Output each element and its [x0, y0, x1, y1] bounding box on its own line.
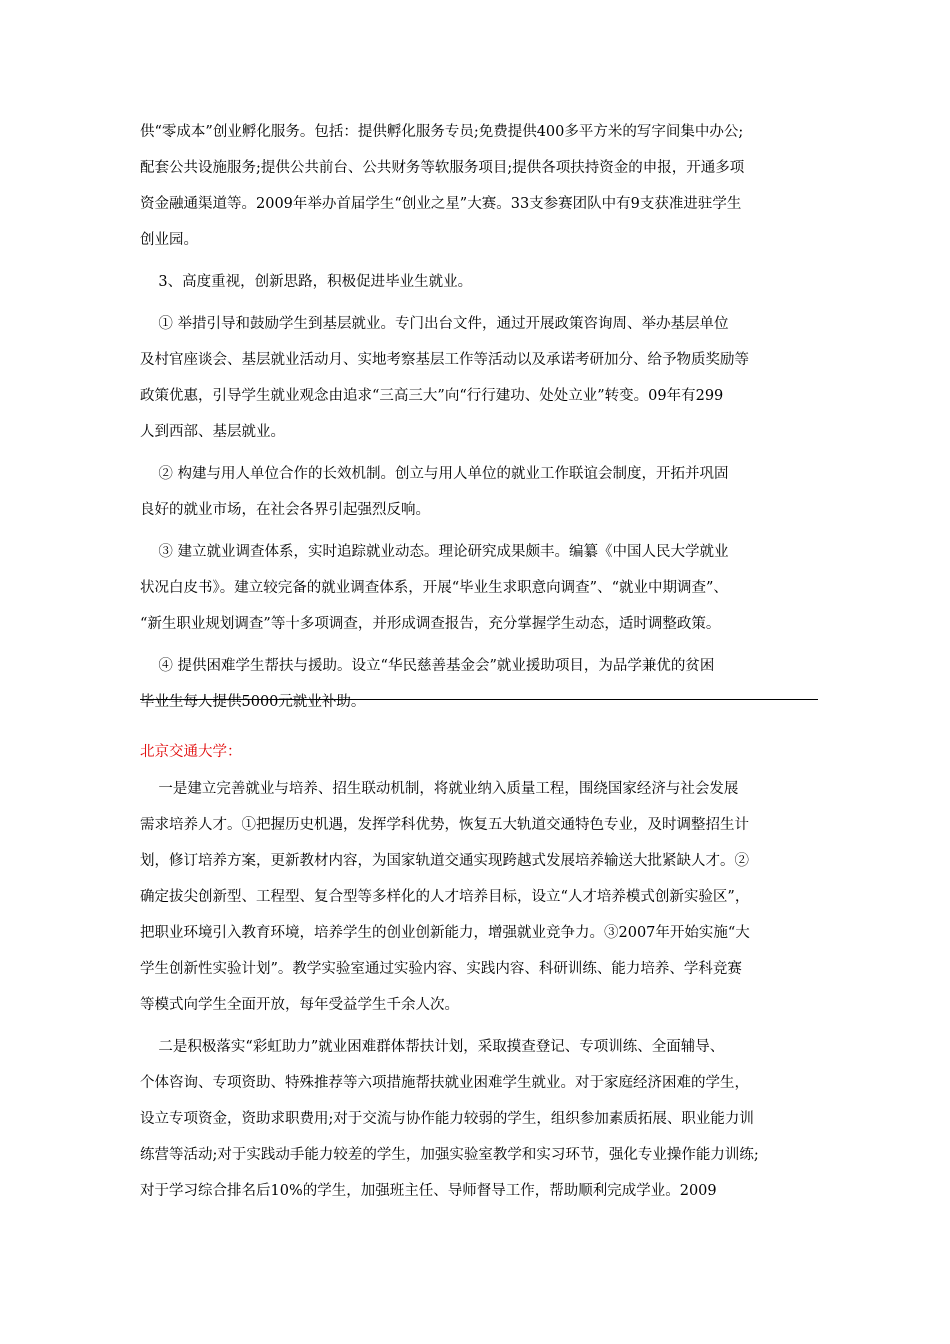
paragraph-line: 毕业生每人提供5000元就业补助。	[140, 694, 366, 710]
paragraph-line: “新生职业规划调查”等十多项调查，并形成调查报告，充分掌握学生动态，适时调整政策。	[140, 616, 721, 632]
paragraph-line: 等模式向学生全面开放，每年受益学生千余人次。	[140, 997, 459, 1013]
paragraph-line: 良好的就业市场，在社会各界引起强烈反响。	[140, 502, 430, 518]
paragraph-line: 学生创新性实验计划”。教学实验室通过实验内容、实践内容、科研训练、能力培养、学科竞赛	[140, 961, 742, 977]
paragraph-line: 3、高度重视，创新思路，积极促进毕业生就业。	[140, 274, 473, 290]
paragraph-line: 个体咨询、专项资助、特殊推荐等六项措施帮扶就业困难学生就业。对于家庭经济困难的学生，	[140, 1075, 749, 1091]
paragraph-line: 练营等活动;对于实践动手能力较差的学生，加强实验室教学和实习环节，强化专业操作能力训练;	[140, 1147, 759, 1163]
paragraph-line: 资金融通渠道等。2009年举办首届学生“创业之星”大赛。33支参赛团队中有9支获准进驻学生	[140, 196, 742, 212]
paragraph-line: 及村官座谈会、基层就业活动月、实地考察基层工作等活动以及承诺考研加分、给予物质奖励等	[140, 352, 749, 368]
paragraph-line: 状况白皮书》。建立较完备的就业调查体系，开展“毕业生求职意向调查”、“就业中期调查”、	[140, 580, 728, 596]
section-1-body	[140, 114, 818, 720]
paragraph-line: 二是积极落实“彩虹助力”就业困难群体帮扶计划，采取摸查登记、专项训练、全面辅导、	[140, 1039, 725, 1055]
paragraph-line: ① 举措引导和鼓励学生到基层就业。专门出台文件，通过开展政策咨询周、举办基层单位	[140, 316, 729, 332]
section-2-body	[140, 734, 818, 1209]
paragraph-line: 配套公共设施服务;提供公共前台、公共财务等软服务项目;提供各项扶持资金的申报，开通多项	[140, 160, 745, 176]
paragraph-line: ② 构建与用人单位合作的长效机制。创立与用人单位的就业工作联谊会制度，开拓并巩固	[140, 466, 729, 482]
paragraph-line: 把职业环境引入教育环境，培养学生的创业创新能力，增强就业竞争力。③2007年开始实施“大	[140, 925, 750, 941]
paragraph-line: 人到西部、基层就业。	[140, 424, 285, 440]
paragraph-line: 供“零成本”创业孵化服务。包括：提供孵化服务专员;免费提供400多平方米的写字间集中办公;	[140, 124, 744, 140]
paragraph-line: 设立专项资金，资助求职费用;对于交流与协作能力较弱的学生，组织参加素质拓展、职业能力训	[140, 1111, 754, 1127]
paragraph-line: 一是建立完善就业与培养、招生联动机制，将就业纳入质量工程，围绕国家经济与社会发展	[140, 781, 739, 797]
paragraph-line: 政策优惠，引导学生就业观念由追求“三高三大”向“行行建功、处处立业”转变。09年有299	[140, 388, 724, 404]
paragraph-line: ④ 提供困难学生帮扶与援助。设立“华民慈善基金会”就业援助项目，为品学兼优的贫困	[140, 658, 715, 674]
paragraph-line: ③ 建立就业调查体系，实时追踪就业动态。理论研究成果颇丰。编纂《中国人民大学就业	[140, 544, 729, 560]
paragraph-line: 确定拔尖创新型、工程型、复合型等多样化的人才培养目标，设立“人才培养模式创新实验区”，	[140, 889, 750, 905]
section-divider	[140, 699, 818, 700]
paragraph-line: 划，修订培养方案，更新教材内容，为国家轨道交通实现跨越式发展培养输送大批紧缺人才。②	[140, 853, 749, 869]
paragraph-line: 需求培养人才。①把握历史机遇，发挥学科优势，恢复五大轨道交通特色专业，及时调整招生计	[140, 817, 749, 833]
paragraph-line: 对于学习综合排名后10%的学生，加强班主任、导师督导工作，帮助顺利完成学业。2009	[140, 1183, 717, 1199]
paragraph-line: 创业园。	[140, 232, 198, 248]
section-heading: 北京交通大学：	[140, 744, 242, 760]
